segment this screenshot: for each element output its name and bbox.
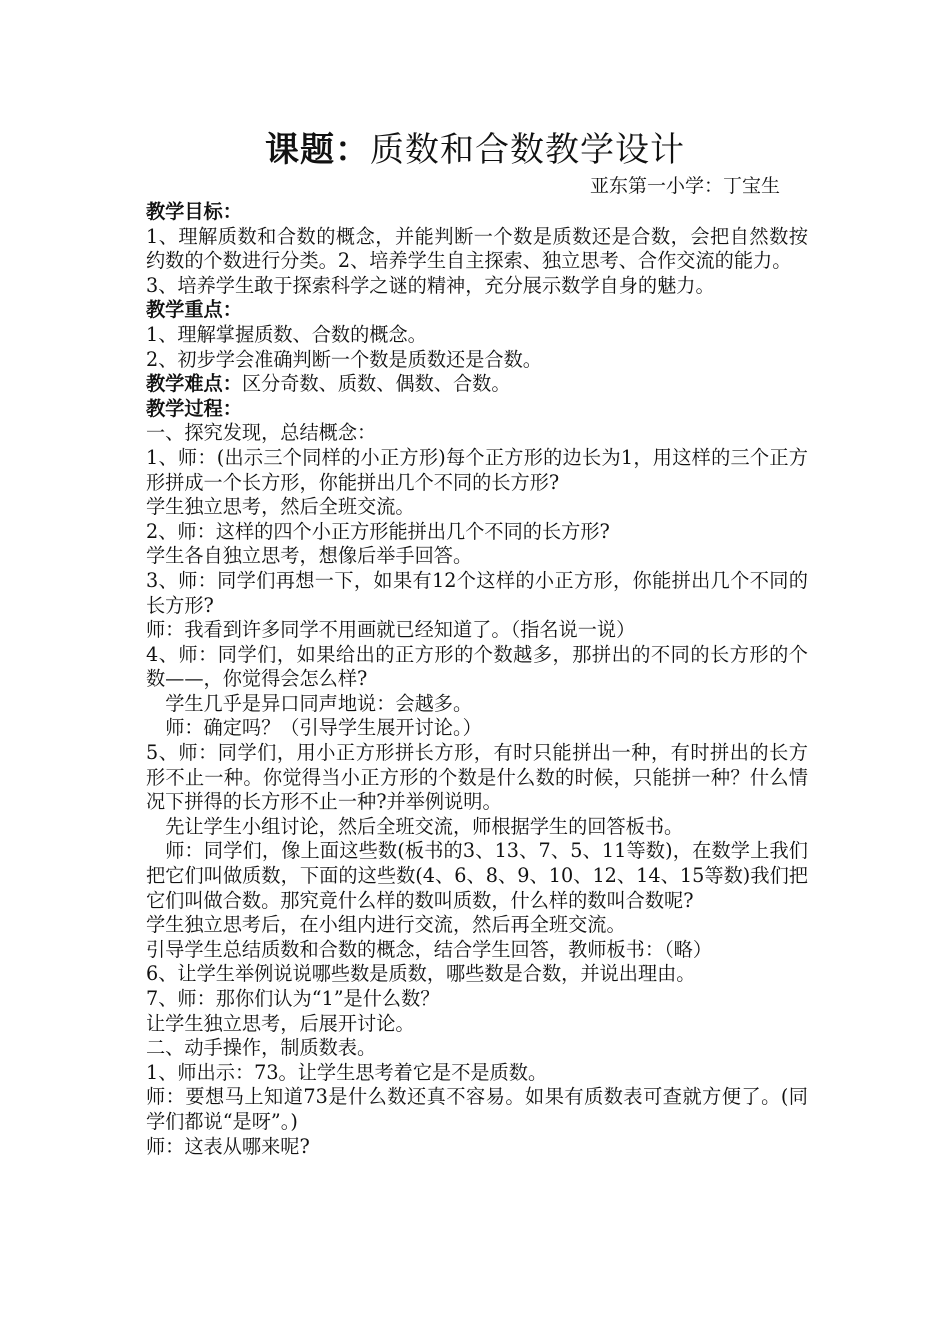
key-point-1: 1、理解掌握质数、合数的概念。 xyxy=(146,322,427,346)
difficulty-line xyxy=(146,372,808,397)
process-paragraph: 学生独立思考，然后全班交流。 xyxy=(146,495,415,519)
process-paragraph: 7、师：那你们认为“1”是什么数？ xyxy=(146,987,440,1010)
document-body xyxy=(146,200,808,1159)
process-paragraph: 师：同学们，像上面这些数(板书的3、13、7、5、11等数)，在数学上我们把它们叫做质数，下面的这些数(4、6、8、9、10、12、14、15等数)我们把它们叫做合数。那究竟什么样的数叫质数，什么样的数叫合数呢? xyxy=(146,839,808,912)
process-paragraph: 引导学生总结质数和合数的概念，结合学生回答，教师板书：（略） xyxy=(146,937,713,961)
process-paragraph: 一、探究发现，总结概念： xyxy=(146,421,377,445)
process-paragraph: 师：这表从哪来呢? xyxy=(146,1134,310,1158)
process-paragraph: 2、师：这样的四个小正方形能拼出几个不同的长方形? xyxy=(146,519,610,543)
process-paragraph: 学生几乎是异口同声地说：会越多。 xyxy=(165,691,473,715)
author-line: 亚东第一小学：丁宝生 xyxy=(589,175,780,197)
process-paragraph: 6、让学生举例说说哪些数是质数，哪些数是合数，并说出理由。 xyxy=(146,962,696,986)
process-paragraph: 3、师：同学们再想一下，如果有12个这样的小正方形，你能拼出几个不同的长方形? xyxy=(146,568,808,617)
document-title xyxy=(0,128,950,172)
process-paragraph: 二、动手操作，制质数表。 xyxy=(146,1036,377,1060)
process-paragraph: 先让学生小组讨论，然后全班交流，师根据学生的回答板书。 xyxy=(165,814,684,838)
process-paragraph: 5、师：同学们，用小正方形拼长方形，有时只能拼出一种，有时拼出的长方形不止一种。你觉得当小正方形的个数是什么数的时候，只能拼一种？什么情况下拼得的长方形不止一种?并举例说明。 xyxy=(146,741,808,814)
process-paragraph: 师：要想马上知道73是什么数还真不容易。如果有质数表可查就方便了。(同学们都说“是呀”。) xyxy=(146,1085,808,1133)
heading-difficulty: 教学难点： xyxy=(146,372,242,396)
difficulty-text: 区分奇数、质数、偶数、合数。 xyxy=(241,372,511,396)
key-point-2: 2、初步学会准确判断一个数是质数还是合数。 xyxy=(146,347,542,371)
heading-goals: 教学目标： xyxy=(146,200,242,223)
process-paragraph: 1、师出示：73。让学生思考着它是不是质数。 xyxy=(146,1060,548,1084)
title-label: 课题： xyxy=(265,130,370,170)
process-paragraph: 学生独立思考后，在小组内进行交流，然后再全班交流。 xyxy=(146,913,626,937)
process-paragraph: 让学生独立思考，后展开讨论。 xyxy=(146,1011,415,1035)
goal-paragraph-1: 1、理解质数和合数的概念，并能判断一个数是质数还是合数，会把自然数按约数的个数进行分类。2、培养学生自主探索、独立思考、合作交流的能力。 xyxy=(146,224,808,273)
heading-key-points: 教学重点： xyxy=(146,298,242,322)
process-paragraph: 学生各自独立思考，想像后举手回答。 xyxy=(146,544,473,568)
process-paragraph: 4、师：同学们，如果给出的正方形的个数越多，那拼出的不同的长方形的个数——，你觉得会怎么样? xyxy=(146,642,808,691)
process-paragraph: 师：我看到许多同学不用画就已经知道了。（指名说一说） xyxy=(146,618,636,642)
heading-process: 教学过程： xyxy=(146,396,242,420)
process-paragraph: 师：确定吗？（引导学生展开讨论。） xyxy=(165,716,482,740)
goal-paragraph-3: 3、培养学生敢于探索科学之谜的精神，充分展示数学自身的魅力。 xyxy=(146,273,715,297)
process-paragraph: 1、师：(出示三个同样的小正方形)每个正方形的边长为1，用这样的三个正方形拼成一个长方形，你能拼出几个不同的长方形? xyxy=(146,445,808,494)
title-text: 质数和合数教学设计 xyxy=(370,130,685,170)
